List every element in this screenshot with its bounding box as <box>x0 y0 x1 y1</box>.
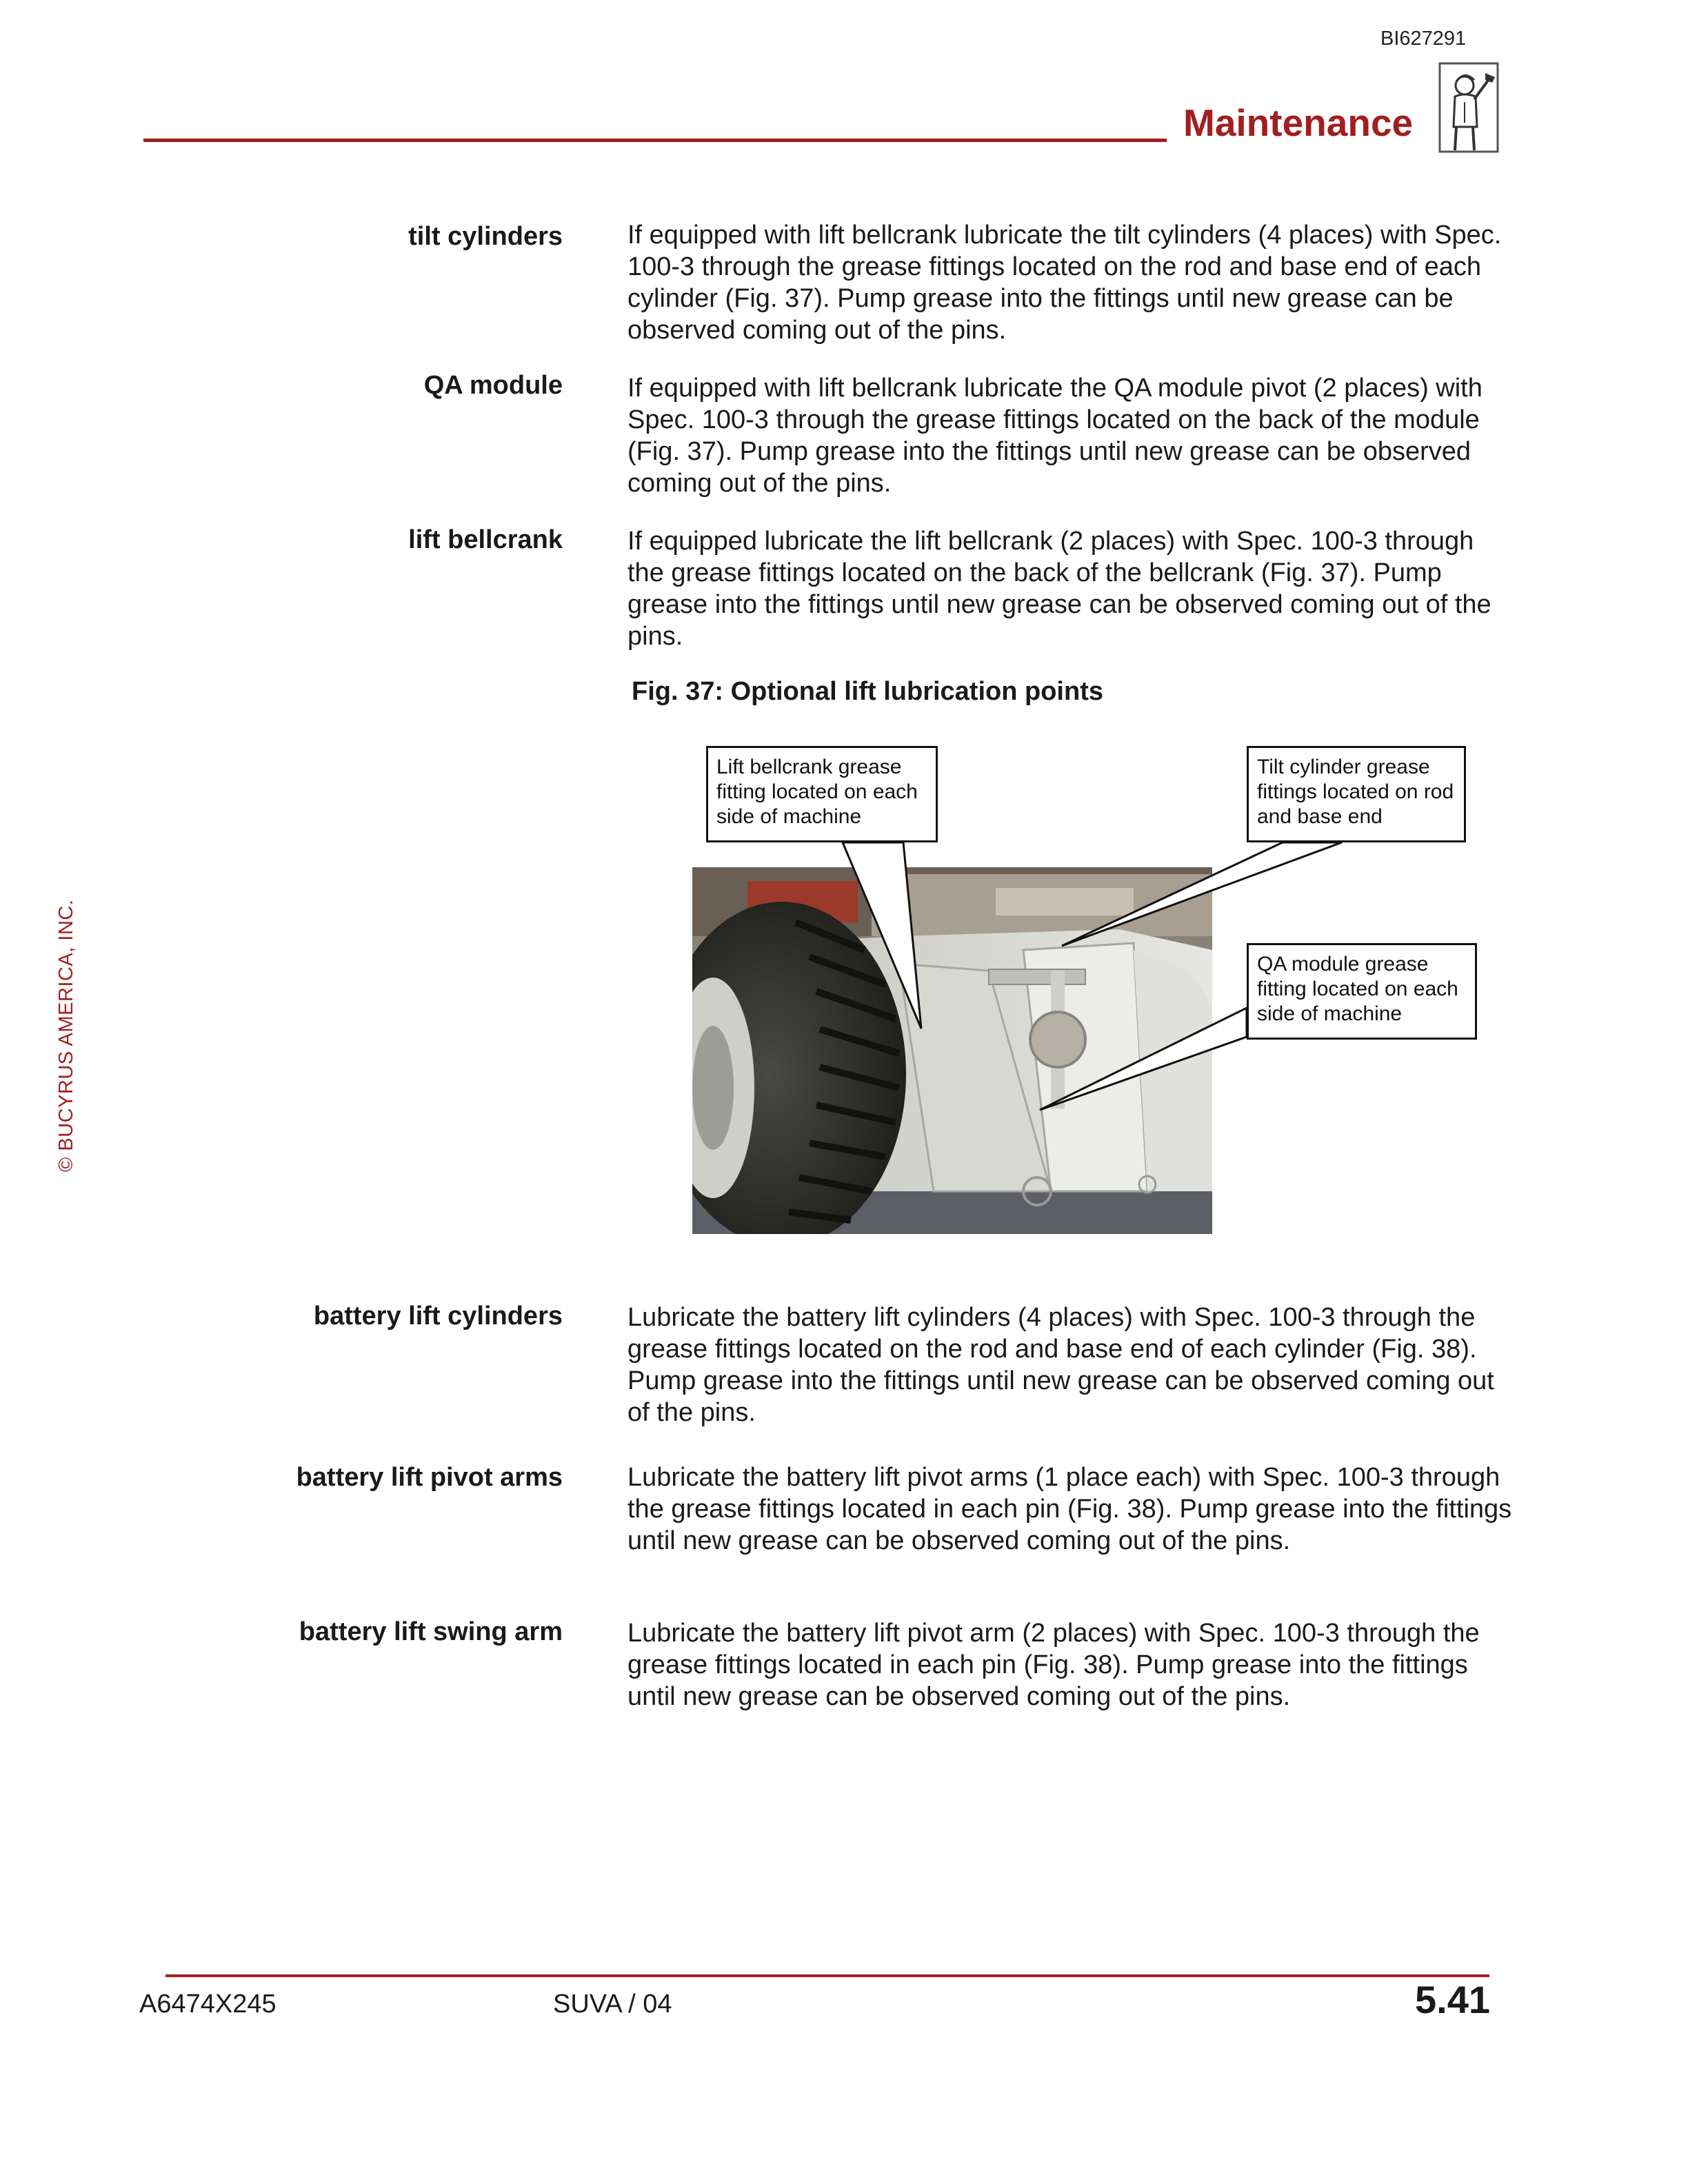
section-text-battery-lift-pivot-arms: Lubricate the battery lift pivot arms (1 place each) with Spec. 100-3 through the grease fittings located in each pin (Fig. 38). Pump grease into the fittings until new grease can be observed coming out of the pins. <box>627 1463 1512 1555</box>
callout-tilt-cylinder: Tilt cylinder grease fittings located on rod and base end <box>1247 746 1466 842</box>
footer-rule <box>165 1974 1489 1977</box>
section-text-battery-lift-swing-arm: Lubricate the battery lift pivot arm (2 places) with Spec. 100-3 through the grease fittings located in each pin (Fig. 38). Pump grease into the fittings until new grease can be observed coming out of the pins. <box>627 1619 1480 1711</box>
page-number: 5.41 <box>1415 1978 1490 2021</box>
callout-lift-bellcrank: Lift bellcrank grease fitting located on each side of machine <box>706 746 938 842</box>
figure-caption: Fig. 37: Optional lift lubrication points <box>632 677 1103 706</box>
section-label-tilt-cylinders: tilt cylinders <box>408 222 563 251</box>
section-text-tilt-cylinders: If equipped with lift bellcrank lubricate the tilt cylinders (4 places) with Spec. 100-3 through the grease fittings located on the rod and base end of each cylinder (Fig. 37). Pump grease into the fittings until new grease can be observed coming out of the pins. <box>627 221 1502 345</box>
section-text-qa-module: If equipped with lift bellcrank lubricate the QA module pivot (2 places) with Spec. 100-3 through the grease fittings located on the back of the module (Fig. 37). Pump grease into the fittings until new grease can be observed coming out of the pins. <box>627 374 1483 498</box>
section-label-battery-lift-cylinders: battery lift cylinders <box>313 1302 563 1331</box>
callout-qa-module: QA module grease fitting located on each side of machine <box>1247 943 1477 1040</box>
section-text-lift-bellcrank: If equipped lubricate the lift bellcrank (2 places) with Spec. 100-3 through the grease fittings located on the back of the bellcrank (Fig. 37). Pump grease into the fittings until new grease can be observed coming out of the pins. <box>627 527 1491 651</box>
copyright-side-text: © BUCYRUS AMERICA, INC. <box>55 899 77 1172</box>
footer-document-number: A6474X245 <box>139 1990 277 2019</box>
section-label-battery-lift-pivot-arms: battery lift pivot arms <box>296 1463 563 1492</box>
footer-revision: SUVA / 04 <box>553 1990 672 2019</box>
section-label-lift-bellcrank: lift bellcrank <box>408 525 563 554</box>
section-label-battery-lift-swing-arm: battery lift swing arm <box>299 1617 563 1646</box>
section-text-battery-lift-cylinders: Lubricate the battery lift cylinders (4 places) with Spec. 100-3 through the grease fittings located on the rod and base end of each cylinder (Fig. 38). Pump grease into the fittings until new grease can be observed coming out of the pins. <box>627 1303 1494 1427</box>
document-id: BI627291 <box>1380 28 1467 50</box>
page-title: Maintenance <box>1183 101 1414 144</box>
section-label-qa-module: QA module <box>423 371 563 400</box>
